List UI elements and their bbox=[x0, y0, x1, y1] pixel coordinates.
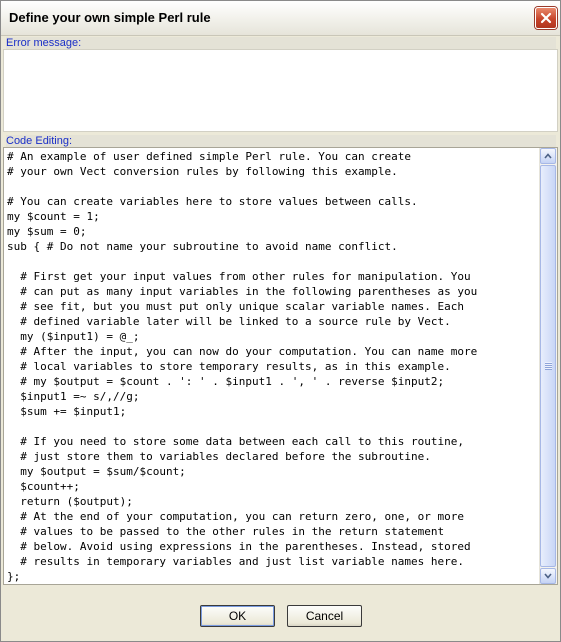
title-bar[interactable] bbox=[1, 1, 560, 36]
close-icon bbox=[540, 12, 552, 24]
cancel-button[interactable]: Cancel bbox=[287, 605, 362, 627]
scrollbar-grip-icon bbox=[545, 362, 552, 370]
code-editor[interactable] bbox=[3, 147, 558, 585]
ok-button[interactable]: OK bbox=[200, 605, 275, 627]
vertical-scrollbar[interactable] bbox=[539, 148, 557, 584]
scroll-down-arrow-icon bbox=[544, 573, 552, 579]
code-editing-label: Code Editing: bbox=[6, 135, 556, 147]
dialog-title: Define your own simple Perl rule bbox=[9, 10, 211, 25]
scroll-up-arrow-icon bbox=[544, 153, 552, 159]
code-editor-text[interactable]: # An example of user defined simple Perl rule. You can create # your own Vect conversion rules by following this example. # You can create variables here to store values between calls. my $count = 1; my $sum = 0; sub { # Do not name your subroutine to avoid name conflict. # First get your input values from other rules for manipulation. You # can put as many input variables in the following parentheses as you # see fit, but you must put only unique scalar variable names. Each # defined variable later will be linked to a source rule by Vect. my ($input1) = @_; # After the input, you can now do your computation. You can name more # local variables to store temporary results, as in this example. # my $output = $count . ': ' . $input1 . ', ' . reverse $input2; $input1 =~ s/,//g; $sum += $input1; # If you need to store some data between each call to this routine, # just store them to variables declared before the subroutine. my $output = $sum/$count; $count++; return ($output); # At the end of your computation, you can return zero, one, or more # values to be passed to the other rules in the return statement # below. Avoid using expressions in the parentheses. Instead, stored # results in temporary variables and just list variable names here. }; bbox=[7, 150, 478, 583]
error-message-label: Error message: bbox=[6, 37, 556, 49]
scroll-up-button[interactable] bbox=[540, 148, 556, 164]
close-button[interactable] bbox=[535, 7, 557, 29]
error-message-area bbox=[3, 49, 558, 132]
scroll-down-button[interactable] bbox=[540, 568, 556, 584]
scrollbar-thumb[interactable] bbox=[540, 165, 556, 567]
